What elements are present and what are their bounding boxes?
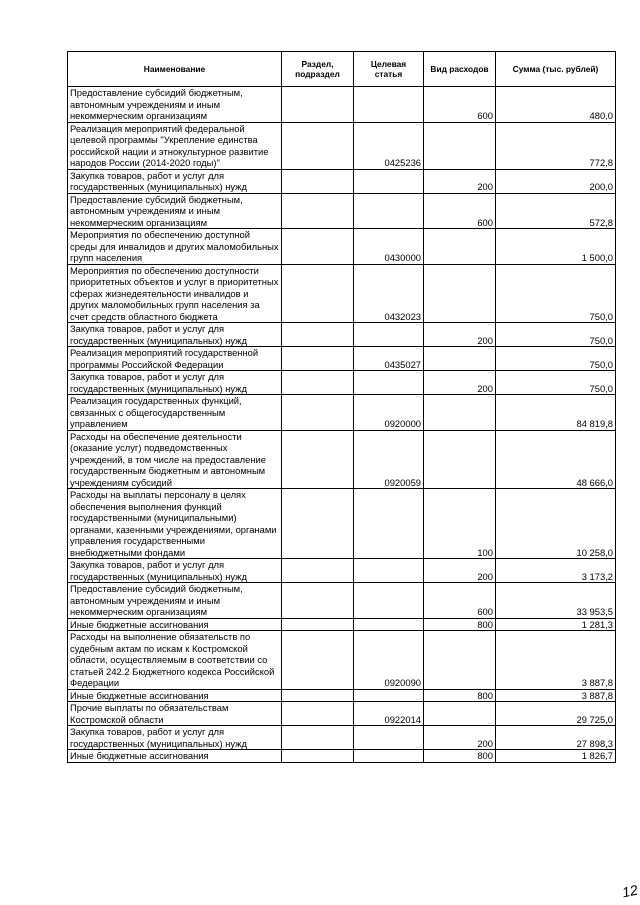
table-row xyxy=(68,489,616,559)
cell-sum: 750,0 xyxy=(496,347,616,371)
cell-name: Иные бюджетные ассигнования xyxy=(68,689,282,702)
cell-kind: 800 xyxy=(424,618,496,631)
table-row xyxy=(68,618,616,631)
cell-section xyxy=(282,559,354,583)
cell-section xyxy=(282,726,354,750)
cell-sum: 33 953,5 xyxy=(496,583,616,619)
cell-name: Иные бюджетные ассигнования xyxy=(68,750,282,763)
cell-sum: 1 826,7 xyxy=(496,750,616,763)
cell-name: Закупка товаров, работ и услуг для государственных (муниципальных) нужд xyxy=(68,559,282,583)
cell-sum: 480,0 xyxy=(496,87,616,123)
table-row xyxy=(68,559,616,583)
cell-target xyxy=(354,559,424,583)
cell-kind: 800 xyxy=(424,750,496,763)
cell-sum: 84 819,8 xyxy=(496,395,616,431)
cell-section xyxy=(282,371,354,395)
cell-kind: 200 xyxy=(424,371,496,395)
cell-target xyxy=(354,583,424,619)
cell-sum: 750,0 xyxy=(496,323,616,347)
cell-name: Реализация мероприятий государственной программы Российской Федерации xyxy=(68,347,282,371)
table-row xyxy=(68,347,616,371)
table-row xyxy=(68,395,616,431)
cell-name: Предоставление субсидий бюджетным, автономным учреждениям и иным некоммерческим организациям xyxy=(68,193,282,229)
table-row xyxy=(68,430,616,489)
cell-sum: 48 666,0 xyxy=(496,430,616,489)
cell-target: 0920059 xyxy=(354,430,424,489)
table-body xyxy=(68,87,616,763)
table-row xyxy=(68,169,616,193)
cell-sum: 1 281,3 xyxy=(496,618,616,631)
cell-kind: 600 xyxy=(424,87,496,123)
cell-target xyxy=(354,193,424,229)
cell-target: 0922014 xyxy=(354,702,424,726)
cell-name: Расходы на выплаты персоналу в целях обеспечения выполнения функций государственными (муниципальными) органами, казенными учреждениями, органами управления государственными внебюджетными фондами xyxy=(68,489,282,559)
header-target: Целевая статья xyxy=(354,52,424,87)
header-kind: Вид расходов xyxy=(424,52,496,87)
cell-name: Иные бюджетные ассигнования xyxy=(68,618,282,631)
cell-target xyxy=(354,169,424,193)
cell-name: Закупка товаров, работ и услуг для государственных (муниципальных) нужд xyxy=(68,323,282,347)
cell-name: Прочие выплаты по обязательствам Костромской области xyxy=(68,702,282,726)
budget-table xyxy=(67,51,616,763)
cell-section xyxy=(282,689,354,702)
cell-target xyxy=(354,726,424,750)
cell-section xyxy=(282,347,354,371)
table-row xyxy=(68,726,616,750)
cell-section xyxy=(282,323,354,347)
table-row xyxy=(68,193,616,229)
cell-sum: 572,8 xyxy=(496,193,616,229)
table-row xyxy=(68,631,616,690)
cell-sum: 200,0 xyxy=(496,169,616,193)
cell-kind: 200 xyxy=(424,323,496,347)
cell-sum: 27 898,3 xyxy=(496,726,616,750)
cell-name: Предоставление субсидий бюджетным, автономным учреждениям и иным некоммерческим организациям xyxy=(68,583,282,619)
cell-kind xyxy=(424,702,496,726)
cell-target: 0432023 xyxy=(354,264,424,323)
cell-target xyxy=(354,489,424,559)
cell-kind: 200 xyxy=(424,726,496,750)
cell-sum: 3 173,2 xyxy=(496,559,616,583)
cell-kind: 100 xyxy=(424,489,496,559)
table-row xyxy=(68,87,616,123)
table-row xyxy=(68,689,616,702)
cell-section xyxy=(282,87,354,123)
table-row xyxy=(68,229,616,265)
cell-section xyxy=(282,264,354,323)
cell-name: Закупка товаров, работ и услуг для государственных (муниципальных) нужд xyxy=(68,169,282,193)
cell-target xyxy=(354,750,424,763)
cell-section xyxy=(282,489,354,559)
cell-section xyxy=(282,169,354,193)
cell-target xyxy=(354,371,424,395)
cell-sum: 3 887,8 xyxy=(496,631,616,690)
cell-kind: 600 xyxy=(424,193,496,229)
cell-target: 0425236 xyxy=(354,122,424,169)
cell-name: Реализация государственных функций, связанных с общегосударственным управлением xyxy=(68,395,282,431)
cell-target: 0430000 xyxy=(354,229,424,265)
cell-section xyxy=(282,122,354,169)
cell-name: Закупка товаров, работ и услуг для государственных (муниципальных) нужд xyxy=(68,726,282,750)
cell-section xyxy=(282,702,354,726)
cell-sum: 772,8 xyxy=(496,122,616,169)
cell-section xyxy=(282,583,354,619)
cell-kind xyxy=(424,347,496,371)
table-row xyxy=(68,264,616,323)
table-row xyxy=(68,371,616,395)
header-name: Наименование xyxy=(68,52,282,87)
cell-target xyxy=(354,323,424,347)
cell-section xyxy=(282,229,354,265)
header-row xyxy=(68,52,616,87)
cell-target xyxy=(354,618,424,631)
cell-kind xyxy=(424,631,496,690)
table-row xyxy=(68,323,616,347)
cell-name: Расходы на обеспечение деятельности (оказание услуг) подведомственных учреждений, в том числе на предоставление государственным бюджетным и автономным учреждениям субсидий xyxy=(68,430,282,489)
cell-sum: 10 258,0 xyxy=(496,489,616,559)
table-row xyxy=(68,583,616,619)
cell-section xyxy=(282,631,354,690)
cell-sum: 1 500,0 xyxy=(496,229,616,265)
cell-sum: 750,0 xyxy=(496,264,616,323)
header-section: Раздел, подраздел xyxy=(282,52,354,87)
cell-name: Реализация мероприятий федеральной целевой программы "Укрепление единства российской нации и этнокультурное развитие народов России (2014-2020 годы)" xyxy=(68,122,282,169)
cell-target: 0920090 xyxy=(354,631,424,690)
table-row xyxy=(68,702,616,726)
cell-kind xyxy=(424,229,496,265)
cell-section xyxy=(282,750,354,763)
cell-target: 0920000 xyxy=(354,395,424,431)
cell-sum: 3 887,8 xyxy=(496,689,616,702)
cell-section xyxy=(282,430,354,489)
cell-sum: 29 725,0 xyxy=(496,702,616,726)
header-sum: Сумма (тыс. рублей) xyxy=(496,52,616,87)
cell-name: Мероприятия по обеспечению доступности приоритетных объектов и услуг в приоритетных сферах жизнедеятельности инвалидов и других маломобильных групп населения за счет средств областного бюджета xyxy=(68,264,282,323)
cell-kind: 800 xyxy=(424,689,496,702)
cell-section xyxy=(282,193,354,229)
cell-sum: 750,0 xyxy=(496,371,616,395)
cell-kind xyxy=(424,122,496,169)
cell-name: Мероприятия по обеспечению доступной среды для инвалидов и других маломобильных групп населения xyxy=(68,229,282,265)
cell-kind: 600 xyxy=(424,583,496,619)
cell-kind: 200 xyxy=(424,559,496,583)
table-row xyxy=(68,750,616,763)
cell-kind xyxy=(424,395,496,431)
cell-name: Предоставление субсидий бюджетным, автономным учреждениям и иным некоммерческим организациям xyxy=(68,87,282,123)
cell-name: Расходы на выполнение обязательств по судебным актам по искам к Костромской области, осуществляемым в соответствии со статьей 242.2 Бюджетного кодекса Российской Федерации xyxy=(68,631,282,690)
cell-kind xyxy=(424,264,496,323)
cell-section xyxy=(282,618,354,631)
cell-target xyxy=(354,87,424,123)
cell-kind xyxy=(424,430,496,489)
cell-target: 0435027 xyxy=(354,347,424,371)
cell-section xyxy=(282,395,354,431)
table-row xyxy=(68,122,616,169)
cell-kind: 200 xyxy=(424,169,496,193)
cell-target xyxy=(354,689,424,702)
page-number-mark: 12 xyxy=(620,881,640,901)
cell-name: Закупка товаров, работ и услуг для государственных (муниципальных) нужд xyxy=(68,371,282,395)
